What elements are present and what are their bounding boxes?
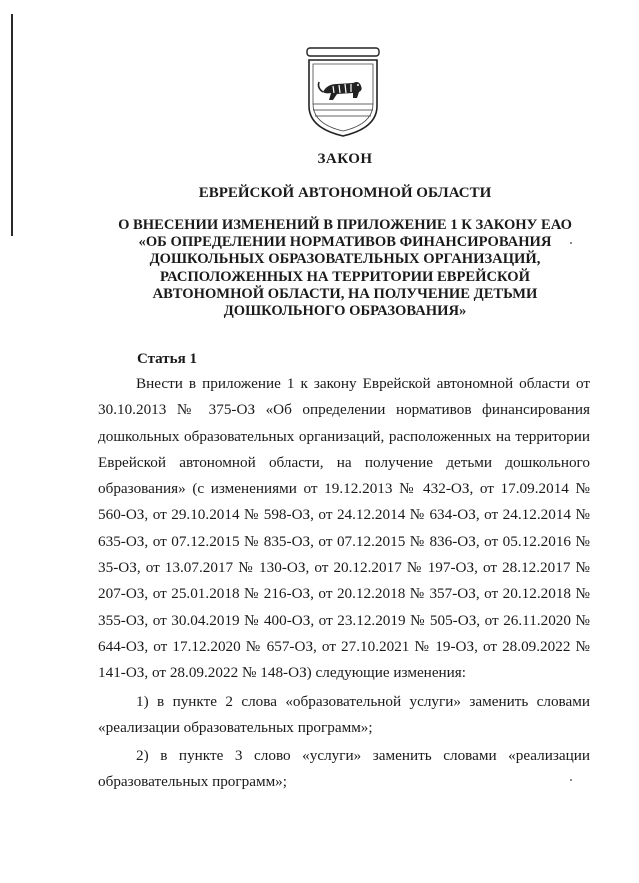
scan-speck <box>570 242 572 244</box>
coat-of-arms-emblem <box>303 46 383 138</box>
subject-line: ДОШКОЛЬНЫХ ОБРАЗОВАТЕЛЬНЫХ ОРГАНИЗАЦИЙ, <box>149 251 541 268</box>
article-heading: Статья 1 <box>137 351 197 367</box>
subject-line: О ВНЕСЕНИИ ИЗМЕНЕНИЙ В ПРИЛОЖЕНИЕ 1 К ЗАКОНУ ЕАО <box>118 217 572 233</box>
binding-margin-line <box>11 14 13 236</box>
emblem-icon <box>303 46 383 138</box>
document-type-title: ЗАКОН <box>317 151 373 167</box>
region-title: ЕВРЕЙСКОЙ АВТОНОМНОЙ ОБЛАСТИ <box>198 185 492 201</box>
subject-line: РАСПОЛОЖЕННЫХ НА ТЕРРИТОРИИ ЕВРЕЙСКОЙ <box>160 268 530 285</box>
article-intro-paragraph: Внести в приложение 1 к закону Еврейской автономной области от 30.10.2013 № 375-ОЗ «Об определении нормативов финансирования дошкольных образовательных организаций, расположенных на территории Еврейской автономной области, на получение детьми дошкольного образования» (с изменениями от 19.12.2013 № 432-ОЗ, от 17.09.2014 № 560-ОЗ, от 29.10.2014 № 598-ОЗ, от 24.12.2014 № 634-ОЗ, от 24.12.2014 № 635-ОЗ, от 07.12.2015 № 835-ОЗ, от 07.12.2015 № 836-ОЗ, от 05.12.2016 № 35-ОЗ, от 13.07.2017 № 130-ОЗ, от 20.12.2017 № 197-ОЗ, от 28.12.2017 № 207-ОЗ, от 25.01.2018 № 216-ОЗ, от 20.12.2018 № 357-ОЗ, от 20.12.2018 № 355-ОЗ, от 30.04.2019 № 400-ОЗ, от 23.12.2019 № 505-ОЗ, от 26.11.2020 № 644-ОЗ, от 17.12.2020 № 657-ОЗ, от 27.10.2021 № 19-ОЗ, от 28.09.2022 № 141-ОЗ, от 28.09.2022 № 148-ОЗ) следующие изменения: <box>98 375 590 682</box>
article-body <box>98 371 590 796</box>
amendment-item-2: 2) в пункте 3 слово «услуги» заменить словами «реализации образовательных программ»; <box>98 747 590 791</box>
law-subject-title <box>60 217 630 320</box>
subject-line: «ОБ ОПРЕДЕЛЕНИИ НОРМАТИВОВ ФИНАНСИРОВАНИЯ <box>138 234 552 251</box>
amendment-item-1: 1) в пункте 2 слова «образовательной услуги» заменить словами «реализации образовательных программ»; <box>98 692 590 736</box>
scan-speck <box>570 779 572 781</box>
subject-line: ДОШКОЛЬНОГО ОБРАЗОВАНИЯ» <box>223 303 467 320</box>
subject-line: АВТОНОМНОЙ ОБЛАСТИ, НА ПОЛУЧЕНИЕ ДЕТЬМИ <box>152 285 538 302</box>
